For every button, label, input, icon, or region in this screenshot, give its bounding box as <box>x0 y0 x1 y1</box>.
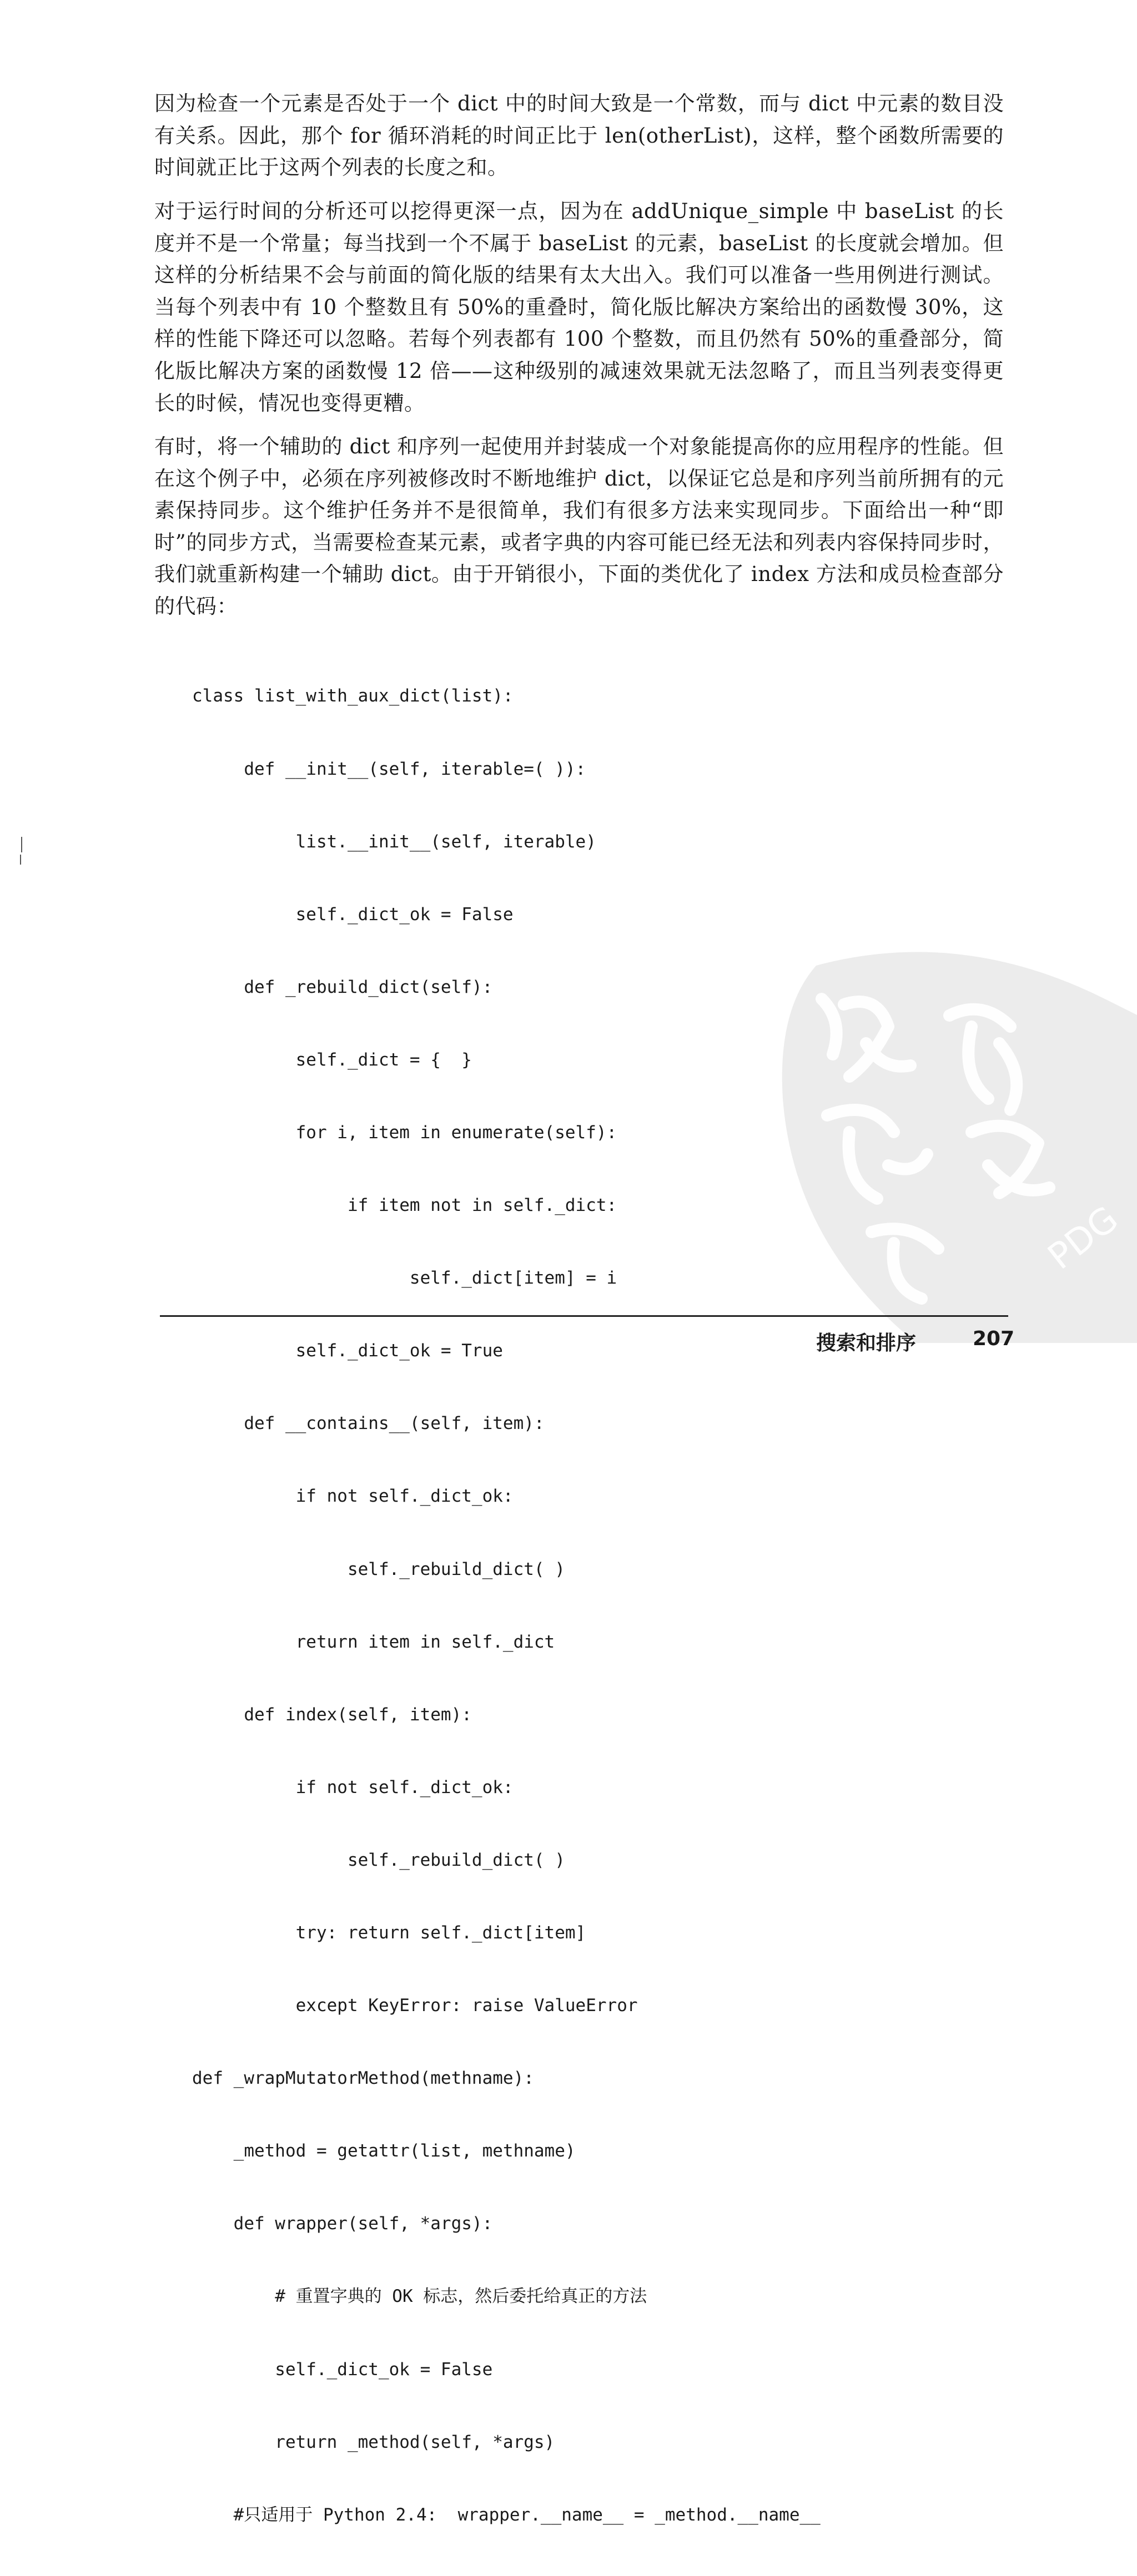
code-line: def _rebuild_dict(self): <box>192 977 493 997</box>
paragraph-runtime-analysis: 对于运行时间的分析还可以挖得更深一点，因为在 addUnique_simple 中 baseList 的长度并不是一个常量；每当找到一个不属于 baseList 的元素，baseList 的长度就会增加。但这样的分析结果不会与前面的简化版的结果有太大出入。我们可以准备一些用例进行测试。当每个列表中有 10 个整数且有 50%的重叠时，简化版比解决方案给出的函数慢 30%，这样的性能下降还可以忽略。若每个列表都有 100 个整数，而且仍然有 50%的重叠部分，简化版比解决方案的函数慢 12 倍——这种级别的减速效果就无法忽略了，而且当列表变得更长的时候，情况也变得更糟。 <box>154 199 1004 415</box>
code-line: self._rebuild_dict( ) <box>192 1559 565 1579</box>
code-line: def __init__(self, iterable=( )): <box>192 759 586 779</box>
seal-watermark <box>749 932 1137 1343</box>
code-listing <box>192 636 821 2576</box>
code-line: self._dict_ok = False <box>192 2359 493 2380</box>
code-line: self._dict[item] = i <box>192 1268 617 1289</box>
margin-scan-mark <box>21 837 22 852</box>
code-line: if not self._dict_ok: <box>192 1486 514 1507</box>
code-line: #只适用于 Python 2.4: wrapper.__name__ = _method.__name__ <box>192 2504 821 2525</box>
code-line: class list_with_aux_dict(list): <box>192 686 514 706</box>
paragraph-aux-dict-sync: 有时，将一个辅助的 dict 和序列一起使用并封装成一个对象能提高你的应用程序的性能。但在这个例子中，必须在序列被修改时不断地维护 dict，以保证它总是和序列当前所拥有的元素保持同步。这个维护任务并不是很简单，我们有很多方法来实现同步。下面给出一种“即时”的同步方式，当需要检查某元素，或者字典的内容可能已经无法和列表内容保持同步时，我们就重新构建一个辅助 dict。由于开销很小，下面的类优化了 index 方法和成员检查部分的代码： <box>154 435 1004 618</box>
code-line: self._dict_ok = False <box>192 904 514 925</box>
code-line: except KeyError: raise ValueError <box>192 1996 638 2016</box>
footer-divider <box>160 1315 1008 1317</box>
code-line: _method = getattr(list, methname) <box>192 2141 576 2161</box>
code-line: def __contains__(self, item): <box>192 1413 545 1434</box>
code-line: for i, item in enumerate(self): <box>192 1122 617 1143</box>
running-footer-section-title: 搜索和排序 <box>816 1332 917 1355</box>
margin-scan-mark <box>20 855 21 865</box>
code-line: # 重置字典的 OK 标志，然后委托给真正的方法 <box>192 2286 647 2307</box>
code-line: def _wrapMutatorMethod(methname): <box>192 2068 534 2089</box>
code-line: self._rebuild_dict( ) <box>192 1850 565 1870</box>
code-line: self._dict_ok = True <box>192 1341 503 1361</box>
paragraph-dict-lookup-cost: 因为检查一个元素是否处于一个 dict 中的时间大致是一个常数，而与 dict 中元素的数目没有关系。因此，那个 for 循环消耗的时间正比于 len(otherList)，这样，整个函数所需要的时间就正比于这两个列表的长度之和。 <box>154 92 1004 180</box>
seal-watermark-label: PDG <box>1040 1198 1126 1278</box>
code-line: list.__init__(self, iterable) <box>192 831 596 852</box>
code-line: try: return self._dict[item] <box>192 1923 586 1943</box>
code-line: return item in self._dict <box>192 1632 555 1652</box>
code-line: if item not in self._dict: <box>192 1195 617 1216</box>
code-line: def wrapper(self, *args): <box>192 2214 493 2234</box>
code-line: if not self._dict_ok: <box>192 1777 514 1797</box>
code-line: self._dict = { } <box>192 1049 472 1070</box>
code-line: def index(self, item): <box>192 1704 472 1725</box>
code-line: return _method(self, *args) <box>192 2432 555 2452</box>
page-number: 207 <box>973 1327 1015 1350</box>
